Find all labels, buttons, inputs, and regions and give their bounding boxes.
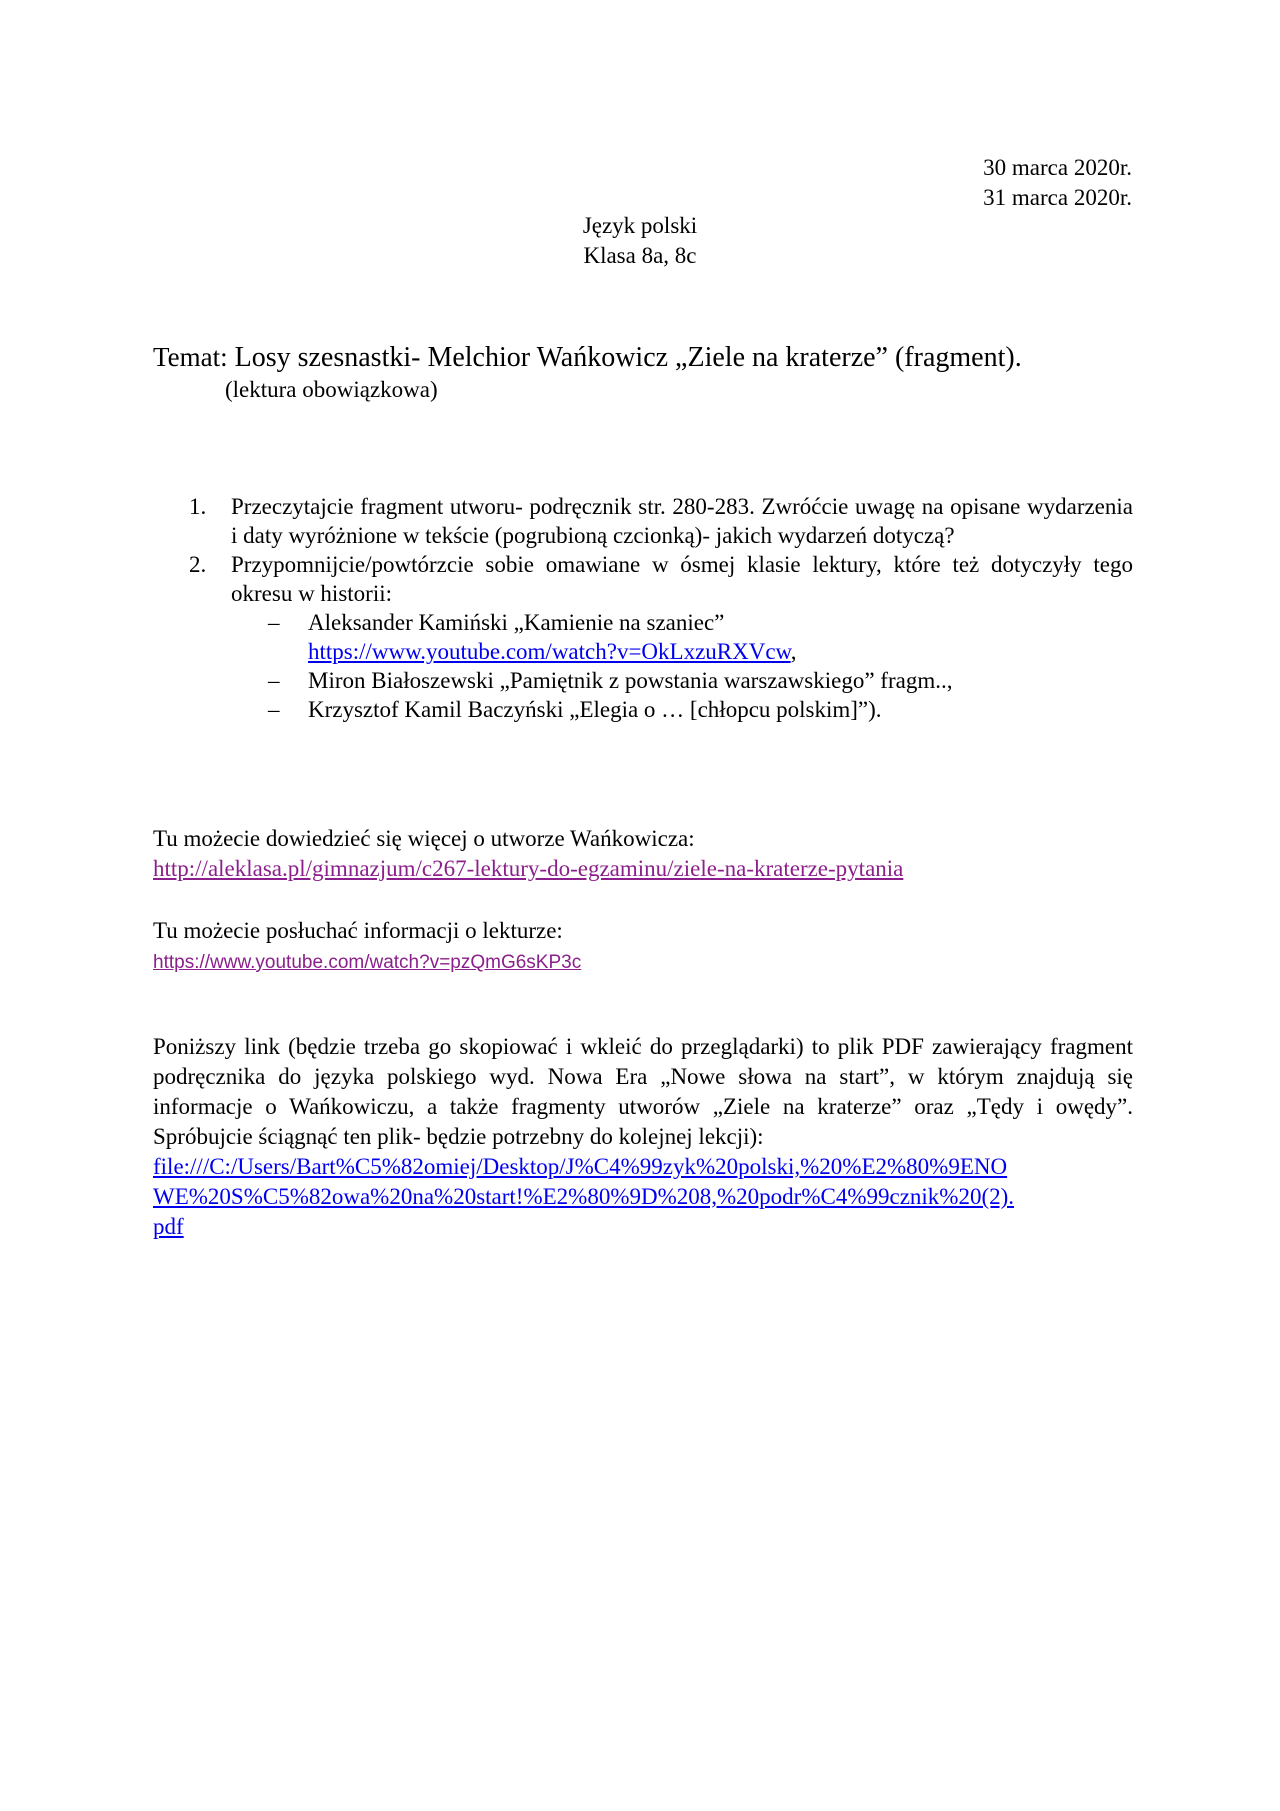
task-number: 2. [189, 552, 207, 577]
topic [153, 340, 1022, 405]
reading-title: Aleksander Kamiński „Kamienie na szaniec” [308, 610, 725, 635]
date-line-2: 31 marca 2020r. [983, 185, 1132, 210]
dash-bullet: – [268, 610, 280, 635]
topic-title [153, 340, 1022, 375]
youtube-info-link[interactable]: https://www.youtube.com/watch?v=pzQmG6sKP3c [153, 952, 582, 973]
task-item [153, 550, 1133, 608]
dash-bullet: – [268, 697, 280, 722]
dates [983, 153, 1132, 213]
task-text: Przypomnijcie/powtórzcie sobie omawiane w ósmej klasie lektury, które też dotyczyły tego okresu w historii: [231, 552, 1133, 606]
subject-name: Język polski [582, 213, 698, 238]
aleklasa-link[interactable]: http://aleklasa.pl/gimnazjum/c267-lektury-do-egzaminu/ziele-na-kraterze-pytania [153, 856, 904, 881]
pdf-link-line-3[interactable]: pdf [153, 1214, 184, 1239]
pdf-description: Poniższy link (będzie trzeba go skopiować i wkleić do przeglądarki) to plik PDF zawierający fragment podręcznika do języka polskiego wyd. Nowa Era „Nowe słowa na start”, w którym znajdują się informacje o Wańkowiczu, a także fragmenty utworów „Ziele na kraterze” oraz „Tędy i owędy”. Spróbujcie ściągnąć ten plik- będzie potrzebny do kolejnej lekcji): [153, 1034, 1133, 1149]
topic-text: Losy szesnastki- Melchior Wańkowicz „Ziele na kraterze” (fragment). [227, 342, 1022, 373]
reading-title: Miron Białoszewski „Pamiętnik z powstania warszawskiego” fragm.., [308, 668, 953, 693]
topic-note: (lektura obowiązkowa) [225, 377, 438, 402]
reading-item [268, 666, 1133, 695]
task-text: Przeczytajcie fragment utworu- podręcznik str. 280-283. Zwróćcie uwagę na opisane wydarzenia i daty wyróżnione w tekście (pogrubioną czcionką)- jakich wydarzeń dotyczą? [231, 494, 1133, 548]
info-aleklasa [153, 824, 1133, 884]
pdf-link-line-2[interactable]: WE%20S%C5%82owa%20na%20start!%E2%80%9D%208,%20podr%C4%99cznik%20(2). [153, 1184, 1015, 1209]
subject-header [0, 211, 1280, 271]
pdf-link-line-1[interactable]: file:///C:/Users/Bart%C5%82omiej/Desktop/J%C4%99zyk%20polski,%20%E2%80%9ENO [153, 1154, 1008, 1179]
task-list [153, 492, 1133, 724]
topic-label: Temat: [153, 342, 228, 372]
reading-item [268, 695, 1133, 724]
task-item [153, 492, 1133, 550]
reading-item [268, 608, 1133, 666]
reading-link-line [308, 637, 1133, 666]
info-text: Tu możecie posłuchać informacji o lekturze: [153, 918, 563, 943]
reading-list [153, 608, 1133, 724]
date-line-1: 30 marca 2020r. [983, 155, 1132, 180]
info-pdf [153, 1032, 1133, 1242]
link-comma: , [790, 639, 797, 664]
reading-title: Krzysztof Kamil Baczyński „Elegia o … [chłopcu polskim]”). [308, 697, 882, 722]
class-name: Klasa 8a, 8c [583, 243, 697, 268]
dash-bullet: – [268, 668, 280, 693]
pdf-link[interactable] [153, 1152, 1133, 1242]
task-number: 1. [189, 494, 207, 519]
youtube-link[interactable]: https://www.youtube.com/watch?v=OkLxzuRXVcw [308, 639, 791, 664]
info-text: Tu możecie dowiedzieć się więcej o utworze Wańkowicza: [153, 826, 695, 851]
info-youtube [153, 916, 1133, 978]
